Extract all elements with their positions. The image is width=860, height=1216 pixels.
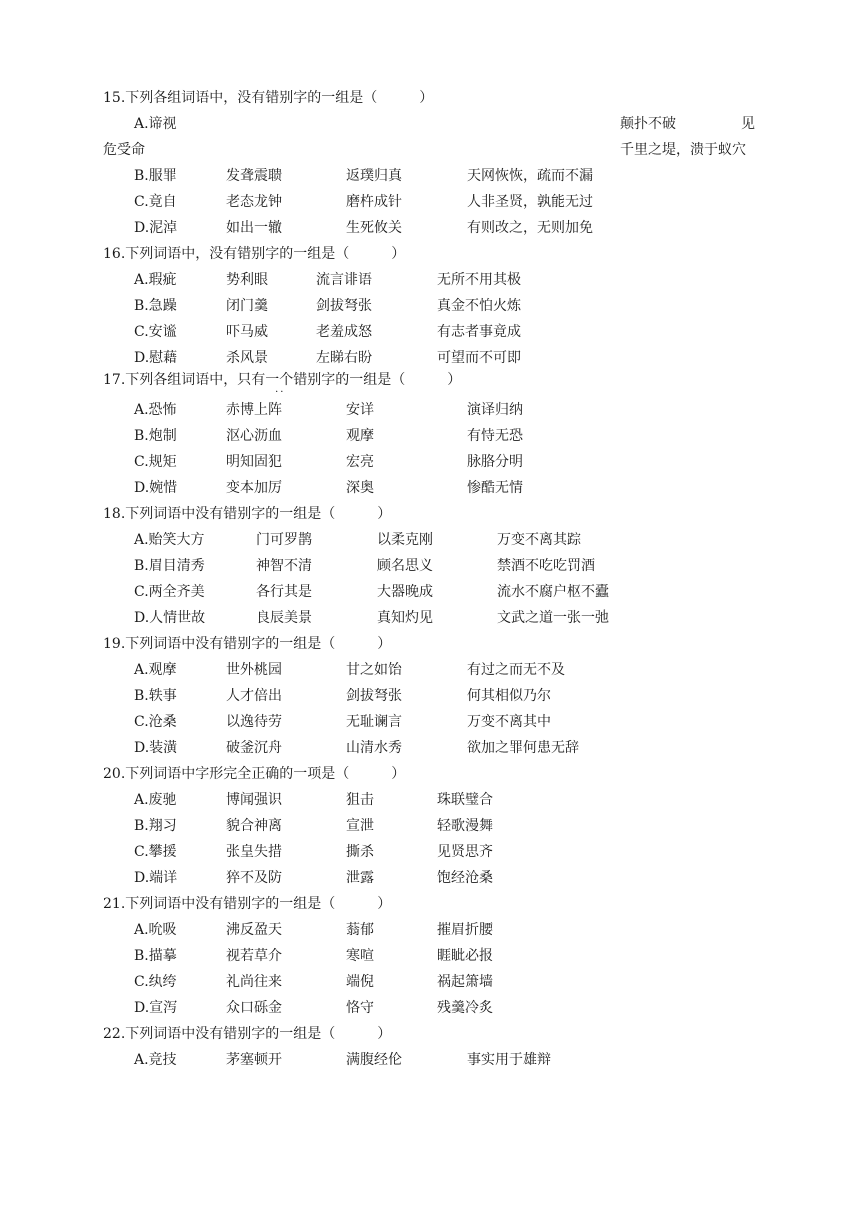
q17-option-d-4: 惨酷无情 — [467, 480, 523, 496]
q20-option-d-2: 猝不及防 — [226, 870, 282, 886]
q17-option-b-4: 有恃无恐 — [467, 428, 523, 444]
q19-option-d-1: D.装潢 — [134, 740, 178, 756]
q21-option-a-3: 蓊郁 — [346, 922, 374, 938]
q19-option-b-4: 何其相似乃尔 — [467, 688, 551, 704]
q18-option-b-4: 禁酒不吃吃罚酒 — [497, 558, 595, 574]
q20-option-b-3: 宣泄 — [346, 818, 374, 834]
q15-option-a-term1: A.谛视 — [134, 116, 177, 132]
q17-option-b-3: 观摩 — [346, 428, 374, 444]
q19-option-b-3: 剑拔弩张 — [346, 688, 402, 704]
q19-option-c-4: 万变不离其中 — [467, 714, 551, 730]
q17-option-b-1: B.炮制 — [134, 428, 177, 444]
q21-option-d-1: D.宣泻 — [134, 1000, 178, 1016]
question-18-stem: 18.下列词语中没有错别字的一组是（ ） — [103, 506, 392, 522]
q21-option-b-3: 寒喧 — [346, 948, 374, 964]
q17-option-a-3: 安详 — [346, 402, 374, 418]
q20-option-c-2: 张皇失措 — [226, 844, 282, 860]
q17-option-c-3: 宏亮 — [346, 454, 374, 470]
q18-option-c-1: C.两全齐美 — [134, 584, 205, 600]
q17-option-d-1: D.婉惜 — [134, 480, 178, 496]
q19-option-a-2: 世外桃园 — [226, 662, 282, 678]
q19-option-d-2: 破釜沉舟 — [226, 740, 282, 756]
q21-option-b-1: B.描摹 — [134, 948, 177, 964]
q16-option-c-2: 吓马威 — [226, 324, 268, 340]
q15-option-a-term4: 千里之堤，溃于蚁穴 — [620, 142, 746, 158]
q15-option-d-4: 有则改之，无则加免 — [467, 220, 593, 236]
q18-option-b-1: B.眉目清秀 — [134, 558, 205, 574]
q18-option-c-3: 大器晚成 — [377, 584, 433, 600]
q20-option-b-1: B.翔习 — [134, 818, 177, 834]
q21-option-c-3: 端倪 — [346, 974, 374, 990]
q21-option-a-2: 沸反盈天 — [226, 922, 282, 938]
q16-option-a-1: A.瑕疵 — [134, 272, 177, 288]
q20-option-c-3: 撕杀 — [346, 844, 374, 860]
q20-option-b-2: 貌合神离 — [226, 818, 282, 834]
q22-option-a-1: A.竞技 — [134, 1052, 177, 1068]
q22-option-a-4: 事实用于雄辩 — [467, 1052, 551, 1068]
q17-option-b-2: 沤心沥血 — [226, 428, 282, 444]
q18-option-a-3: 以柔克刚 — [377, 532, 433, 548]
q20-option-d-3: 泄露 — [346, 870, 374, 886]
q22-option-a-3: 满腹经伦 — [346, 1052, 402, 1068]
q17-stem-before: 17.下列各组词语中，只有 — [103, 372, 266, 388]
q15-option-a-term2: 颠扑不破 — [620, 116, 676, 132]
q15-option-d-1: D.泥淖 — [134, 220, 178, 236]
q17-option-d-3: 深奥 — [346, 480, 374, 496]
q19-option-c-1: C.沧桑 — [134, 714, 177, 730]
question-21-stem: 21.下列词语中没有错别字的一组是（ ） — [103, 896, 392, 912]
q19-option-a-4: 有过之而无不及 — [467, 662, 565, 678]
q20-option-d-1: D.端详 — [134, 870, 178, 886]
question-17-stem — [103, 370, 462, 398]
q18-option-a-1: A.贻笑大方 — [134, 532, 205, 548]
q19-option-a-1: A.观摩 — [134, 662, 177, 678]
q16-option-b-1: B.急躁 — [134, 298, 177, 314]
q21-option-b-4: 睚眦必报 — [437, 948, 493, 964]
q21-option-d-2: 众口砾金 — [226, 1000, 282, 1016]
q17-option-a-4: 演译归纳 — [467, 402, 523, 418]
q17-option-c-1: C.规矩 — [134, 454, 177, 470]
q16-option-b-2: 闭门羹 — [226, 298, 268, 314]
q15-option-a-term3-end: 危受命 — [103, 142, 145, 158]
q15-option-b-1: B.服罪 — [134, 168, 177, 184]
q21-option-c-1: C.纨绔 — [134, 974, 177, 990]
q16-option-d-2: 杀风景 — [226, 350, 268, 366]
q18-option-c-4: 流水不腐户枢不蠹 — [497, 584, 609, 600]
q15-option-b-4: 天网恢恢，疏而不漏 — [467, 168, 593, 184]
q16-option-a-2: 势利眼 — [226, 272, 268, 288]
q20-option-a-2: 博闻强识 — [226, 792, 282, 808]
q16-option-c-3: 老羞成怒 — [316, 324, 372, 340]
q19-option-c-3: 无耻谰言 — [346, 714, 402, 730]
q21-option-c-4: 祸起箫墙 — [437, 974, 493, 990]
q16-option-b-3: 剑拔弩张 — [316, 298, 372, 314]
q15-option-d-3: 生死攸关 — [346, 220, 402, 236]
q20-option-a-4: 珠联璧合 — [437, 792, 493, 808]
q20-option-a-3: 狙击 — [346, 792, 374, 808]
q19-option-a-3: 甘之如饴 — [346, 662, 402, 678]
q18-option-d-4: 文武之道一张一弛 — [497, 610, 609, 626]
q17-stem-emphasis — [265, 370, 294, 398]
q20-option-c-1: C.攀援 — [134, 844, 177, 860]
q16-option-d-4: 可望而不可即 — [437, 350, 521, 366]
q20-option-b-4: 轻歌漫舞 — [437, 818, 493, 834]
q17-option-c-4: 脉胳分明 — [467, 454, 523, 470]
q15-option-a-term3-start: 见 — [741, 116, 755, 132]
question-19-stem: 19.下列词语中没有错别字的一组是（ ） — [103, 636, 392, 652]
q15-option-c-3: 磨杵成针 — [346, 194, 402, 210]
q20-option-d-4: 饱经沧桑 — [437, 870, 493, 886]
q21-option-d-3: 恪守 — [346, 1000, 374, 1016]
q15-option-c-2: 老态龙钟 — [226, 194, 282, 210]
q18-option-d-3: 真知灼见 — [377, 610, 433, 626]
q16-option-d-3: 左睇右盼 — [316, 350, 372, 366]
q15-option-c-1: C.竟自 — [134, 194, 177, 210]
q18-option-d-1: D.人情世故 — [134, 610, 206, 626]
q16-option-d-1: D.慰藉 — [134, 350, 178, 366]
q21-option-a-4: 摧眉折腰 — [437, 922, 493, 938]
q20-option-a-1: A.废驰 — [134, 792, 177, 808]
q16-option-a-4: 无所不用其极 — [437, 272, 521, 288]
q21-option-a-1: A.吮吸 — [134, 922, 177, 938]
q19-option-c-2: 以逸待劳 — [226, 714, 282, 730]
q19-option-d-3: 山清水秀 — [346, 740, 402, 756]
q21-option-c-2: 礼尚往来 — [226, 974, 282, 990]
q19-option-b-1: B.轶事 — [134, 688, 177, 704]
emphasis-dots: · · — [275, 387, 284, 398]
q15-option-d-2: 如出一辙 — [226, 220, 282, 236]
q18-option-b-2: 神智不清 — [256, 558, 312, 574]
q15-option-b-3: 返璞归真 — [346, 168, 402, 184]
q22-option-a-2: 茅塞顿开 — [226, 1052, 282, 1068]
q18-option-a-2: 门可罗鹊 — [256, 532, 312, 548]
question-20-stem: 20.下列词语中字形完全正确的一项是（ ） — [103, 766, 406, 782]
q17-stem-emphasis-text: 一个 — [265, 372, 294, 388]
q17-stem-after: 错别字的一组是（ ） — [293, 372, 462, 388]
q20-option-c-4: 见贤思齐 — [437, 844, 493, 860]
q15-option-c-4: 人非圣贤，孰能无过 — [467, 194, 593, 210]
q16-option-a-3: 流言诽语 — [316, 272, 372, 288]
q17-option-a-1: A.恐怖 — [134, 402, 177, 418]
question-15-stem: 15.下列各组词语中，没有错别字的一组是（ ） — [103, 90, 434, 106]
q19-option-d-4: 欲加之罪何患无辞 — [467, 740, 579, 756]
q19-option-b-2: 人才倍出 — [226, 688, 282, 704]
q17-option-c-2: 明知固犯 — [226, 454, 282, 470]
q17-option-a-2: 赤博上阵 — [226, 402, 282, 418]
q21-option-d-4: 残羹冷炙 — [437, 1000, 493, 1016]
q17-option-d-2: 变本加厉 — [226, 480, 282, 496]
q18-option-d-2: 良辰美景 — [256, 610, 312, 626]
q18-option-a-4: 万变不离其踪 — [497, 532, 581, 548]
q16-option-b-4: 真金不怕火炼 — [437, 298, 521, 314]
q18-option-c-2: 各行其是 — [256, 584, 312, 600]
q18-option-b-3: 顾名思义 — [377, 558, 433, 574]
q16-option-c-4: 有志者事竟成 — [437, 324, 521, 340]
q21-option-b-2: 视若草介 — [226, 948, 282, 964]
q16-option-c-1: C.安谧 — [134, 324, 177, 340]
q15-option-b-2: 发聋震聩 — [226, 168, 282, 184]
question-22-stem: 22.下列词语中没有错别字的一组是（ ） — [103, 1026, 392, 1042]
question-16-stem: 16.下列词语中，没有错别字的一组是（ ） — [103, 246, 406, 262]
